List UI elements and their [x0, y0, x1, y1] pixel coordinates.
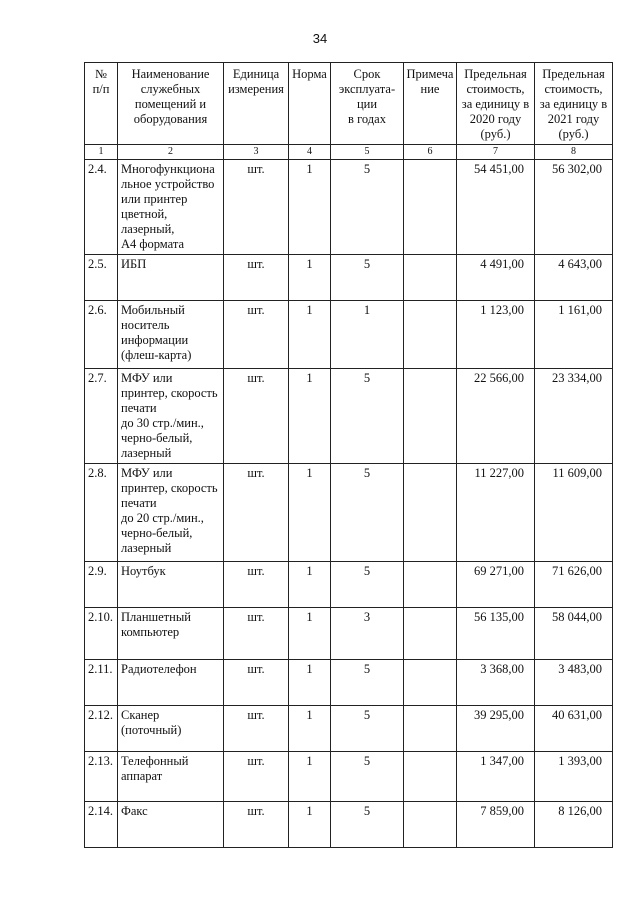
norm: 1 — [289, 301, 331, 369]
price-2020: 3 368,00 — [457, 660, 535, 706]
row-number: 2.5. — [85, 255, 118, 301]
item-name: Ноутбук — [118, 562, 224, 608]
table-row — [85, 802, 613, 848]
column-number: 2 — [118, 145, 224, 160]
unit: шт. — [224, 802, 289, 848]
note — [404, 369, 457, 464]
header-row — [85, 63, 613, 145]
price-2021: 8 126,00 — [535, 802, 613, 848]
table-row — [85, 706, 613, 752]
service-life: 5 — [331, 752, 404, 802]
price-2020: 7 859,00 — [457, 802, 535, 848]
header-cell-price-2021: Предельная стоимость, за единицу в 2021 году (руб.) — [535, 63, 613, 145]
table-row — [85, 608, 613, 660]
page-number: 34 — [312, 31, 328, 46]
row-number: 2.10. — [85, 608, 118, 660]
service-life: 5 — [331, 369, 404, 464]
header-cell-unit: Единица измерения — [224, 63, 289, 145]
note — [404, 802, 457, 848]
note — [404, 562, 457, 608]
column-number-row — [85, 145, 613, 160]
service-life: 5 — [331, 255, 404, 301]
item-name: МФУ или принтер, скорость печати до 30 стр./мин., черно-белый, лазерный — [118, 369, 224, 464]
unit: шт. — [224, 301, 289, 369]
norm: 1 — [289, 369, 331, 464]
header-cell-num: № п/п — [85, 63, 118, 145]
service-life: 5 — [331, 706, 404, 752]
norm: 1 — [289, 562, 331, 608]
header-cell-price-2020: Предельная стоимость, за единицу в 2020 году (руб.) — [457, 63, 535, 145]
service-life: 5 — [331, 160, 404, 255]
equipment-table — [84, 62, 613, 848]
table-row — [85, 369, 613, 464]
price-2021: 40 631,00 — [535, 706, 613, 752]
price-2021: 11 609,00 — [535, 464, 613, 562]
price-2020: 1 347,00 — [457, 752, 535, 802]
service-life: 5 — [331, 802, 404, 848]
norm: 1 — [289, 464, 331, 562]
norm: 1 — [289, 802, 331, 848]
item-name: Мобильный носитель информации (флеш-карта) — [118, 301, 224, 369]
table-row — [85, 301, 613, 369]
column-number: 6 — [404, 145, 457, 160]
header-cell-note: Примеча ние — [404, 63, 457, 145]
note — [404, 660, 457, 706]
note — [404, 160, 457, 255]
unit: шт. — [224, 464, 289, 562]
price-2020: 56 135,00 — [457, 608, 535, 660]
price-2021: 3 483,00 — [535, 660, 613, 706]
price-2020: 39 295,00 — [457, 706, 535, 752]
row-number: 2.12. — [85, 706, 118, 752]
column-number: 1 — [85, 145, 118, 160]
item-name: Сканер (поточный) — [118, 706, 224, 752]
unit: шт. — [224, 160, 289, 255]
norm: 1 — [289, 160, 331, 255]
table-row — [85, 562, 613, 608]
price-2020: 54 451,00 — [457, 160, 535, 255]
price-2020: 4 491,00 — [457, 255, 535, 301]
item-name: Планшетный компьютер — [118, 608, 224, 660]
unit: шт. — [224, 752, 289, 802]
table-row — [85, 160, 613, 255]
row-number: 2.9. — [85, 562, 118, 608]
row-number: 2.11. — [85, 660, 118, 706]
unit: шт. — [224, 608, 289, 660]
note — [404, 608, 457, 660]
norm: 1 — [289, 706, 331, 752]
note — [404, 464, 457, 562]
table-row — [85, 752, 613, 802]
table-row — [85, 464, 613, 562]
price-2020: 22 566,00 — [457, 369, 535, 464]
service-life: 3 — [331, 608, 404, 660]
service-life: 5 — [331, 562, 404, 608]
price-2021: 58 044,00 — [535, 608, 613, 660]
note — [404, 706, 457, 752]
item-name: Факс — [118, 802, 224, 848]
table-row — [85, 255, 613, 301]
norm: 1 — [289, 608, 331, 660]
row-number: 2.14. — [85, 802, 118, 848]
header-cell-term: Срок эксплуата- ции в годах — [331, 63, 404, 145]
norm: 1 — [289, 255, 331, 301]
row-number: 2.4. — [85, 160, 118, 255]
header-cell-name: Наименование служебных помещений и оборудования — [118, 63, 224, 145]
price-2021: 56 302,00 — [535, 160, 613, 255]
price-2021: 71 626,00 — [535, 562, 613, 608]
service-life: 1 — [331, 301, 404, 369]
service-life: 5 — [331, 660, 404, 706]
unit: шт. — [224, 660, 289, 706]
price-2021: 1 161,00 — [535, 301, 613, 369]
price-2020: 1 123,00 — [457, 301, 535, 369]
column-number: 8 — [535, 145, 613, 160]
column-number: 7 — [457, 145, 535, 160]
item-name: Многофункциона льное устройство или принтер цветной, лазерный, А4 формата — [118, 160, 224, 255]
item-name: ИБП — [118, 255, 224, 301]
unit: шт. — [224, 369, 289, 464]
service-life: 5 — [331, 464, 404, 562]
price-2020: 69 271,00 — [457, 562, 535, 608]
row-number: 2.7. — [85, 369, 118, 464]
unit: шт. — [224, 706, 289, 752]
column-number: 5 — [331, 145, 404, 160]
norm: 1 — [289, 660, 331, 706]
price-2020: 11 227,00 — [457, 464, 535, 562]
note — [404, 255, 457, 301]
column-number: 4 — [289, 145, 331, 160]
column-number: 3 — [224, 145, 289, 160]
unit: шт. — [224, 255, 289, 301]
price-2021: 1 393,00 — [535, 752, 613, 802]
note — [404, 752, 457, 802]
header-cell-norm: Норма — [289, 63, 331, 145]
item-name: Радиотелефон — [118, 660, 224, 706]
price-2021: 4 643,00 — [535, 255, 613, 301]
unit: шт. — [224, 562, 289, 608]
row-number: 2.6. — [85, 301, 118, 369]
price-2021: 23 334,00 — [535, 369, 613, 464]
item-name: МФУ или принтер, скорость печати до 20 стр./мин., черно-белый, лазерный — [118, 464, 224, 562]
item-name: Телефонный аппарат — [118, 752, 224, 802]
row-number: 2.13. — [85, 752, 118, 802]
norm: 1 — [289, 752, 331, 802]
row-number: 2.8. — [85, 464, 118, 562]
note — [404, 301, 457, 369]
table-row — [85, 660, 613, 706]
